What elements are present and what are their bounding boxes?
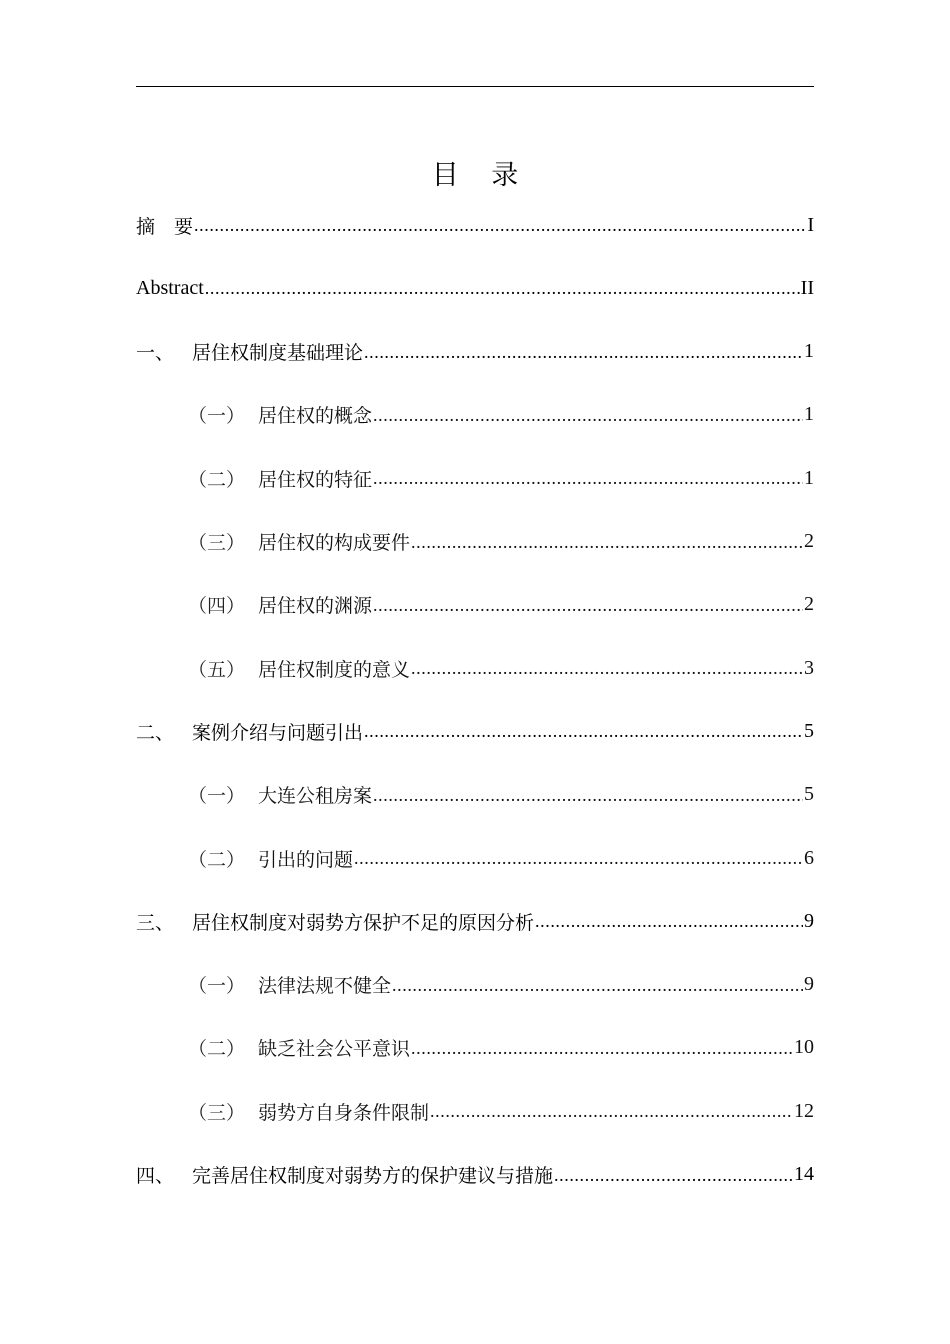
toc-dot-leader: [373, 467, 803, 489]
toc-entry-label: 居住权的概念: [258, 405, 373, 428]
toc-entry-number: （二）: [188, 468, 246, 491]
toc-entry[interactable]: [136, 965, 814, 1005]
toc-entry-number: （一）: [188, 405, 246, 428]
toc-entry-number: 二、: [136, 721, 175, 744]
toc-entry-page-number: 2: [804, 593, 814, 616]
toc-entry-number: （五）: [188, 658, 246, 681]
toc-entry-page-number: 1: [804, 340, 814, 363]
toc-dot-leader: [373, 404, 803, 426]
toc-entry-label: 居住权的特征: [258, 468, 373, 491]
header-rule: [136, 86, 814, 87]
toc-entry-label: 居住权制度基础理论: [192, 342, 364, 365]
toc-entry-label: 完善居住权制度对弱势方的保护建议与措施: [192, 1165, 554, 1187]
toc-dot-leader: [364, 341, 803, 363]
toc-entry[interactable]: [136, 332, 814, 372]
toc-dot-leader: [373, 594, 803, 616]
toc-dot-leader: [364, 720, 803, 742]
toc-entry-page-number: 5: [804, 783, 814, 806]
toc-entry-number: 三、: [136, 911, 175, 934]
toc-entry-label: 大连公租房案: [258, 785, 373, 808]
toc-entry-label: Abstract: [136, 276, 204, 299]
toc-title: 目 录: [431, 160, 531, 191]
toc-dot-leader: [373, 784, 803, 806]
toc-dot-leader: [205, 277, 800, 299]
toc-entry[interactable]: [136, 268, 814, 308]
toc-entry-number: （四）: [188, 595, 246, 618]
toc-entry-page-number: 5: [804, 719, 814, 742]
toc-entry-number: （一）: [188, 975, 246, 998]
toc-dot-leader: [194, 214, 806, 236]
toc-entry-label: 居住权的渊源: [258, 595, 373, 618]
toc-entry-page-number: 14: [794, 1163, 814, 1185]
toc-entry[interactable]: [136, 775, 814, 815]
toc-dot-leader: [430, 1100, 793, 1122]
toc-entry-page-number: 12: [794, 1099, 814, 1122]
toc-entry[interactable]: [136, 395, 814, 435]
toc-dot-leader: [535, 910, 803, 932]
toc-dot-leader: [392, 974, 803, 996]
toc-entry[interactable]: [136, 458, 814, 498]
toc-entry-page-number: 10: [794, 1036, 814, 1059]
toc-entry[interactable]: [136, 838, 814, 878]
toc-dot-leader: [411, 1037, 793, 1059]
toc-entry[interactable]: [136, 1091, 814, 1131]
toc-entry-page-number: 6: [804, 846, 814, 869]
toc-entry-number: 四、: [136, 1165, 175, 1187]
toc-entry-number: （一）: [188, 785, 246, 808]
toc-entry-page-number: 9: [804, 973, 814, 996]
toc-entry-page-number: I: [807, 213, 814, 236]
toc-entry-page-number: II: [800, 276, 814, 299]
toc-entry-label: 居住权的构成要件: [258, 532, 411, 554]
toc-entry[interactable]: [136, 522, 814, 562]
toc-entry[interactable]: [136, 585, 814, 625]
toc-entry-number: （二）: [188, 848, 246, 871]
toc-entry-label: 摘 要: [136, 215, 194, 238]
toc-dot-leader: [411, 657, 803, 679]
toc-entry[interactable]: [136, 1155, 814, 1195]
toc-entry[interactable]: [136, 648, 814, 688]
toc-entry-number: （三）: [188, 532, 246, 554]
toc-entry-number: （二）: [188, 1038, 246, 1061]
toc-dot-leader: [411, 531, 803, 553]
toc-entry-number: 一、: [136, 342, 175, 365]
toc-entry[interactable]: [136, 205, 814, 245]
toc-entry-page-number: 1: [804, 403, 814, 426]
toc-dot-leader: [354, 847, 803, 869]
toc-entry-label: 居住权制度的意义: [258, 658, 411, 681]
toc-entry-label: 弱势方自身条件限制: [258, 1101, 430, 1124]
toc-entry-page-number: 1: [804, 466, 814, 489]
toc-entry-page-number: 3: [804, 656, 814, 679]
toc-entry-number: （三）: [188, 1101, 246, 1124]
toc-entry-label: 居住权制度对弱势方保护不足的原因分析: [192, 911, 535, 934]
toc-entry[interactable]: [136, 711, 814, 751]
toc-entry-label: 法律法规不健全: [258, 975, 392, 998]
toc-entry-label: 缺乏社会公平意识: [258, 1038, 411, 1061]
toc-entry[interactable]: [136, 1028, 814, 1068]
toc-entry-label: 引出的问题: [258, 848, 354, 871]
toc-entry-label: 案例介绍与问题引出: [192, 721, 364, 744]
toc-entry-page-number: 2: [804, 530, 814, 552]
toc-entry-page-number: 9: [804, 909, 814, 932]
toc-dot-leader: [554, 1164, 793, 1186]
toc-entry[interactable]: [136, 901, 814, 941]
